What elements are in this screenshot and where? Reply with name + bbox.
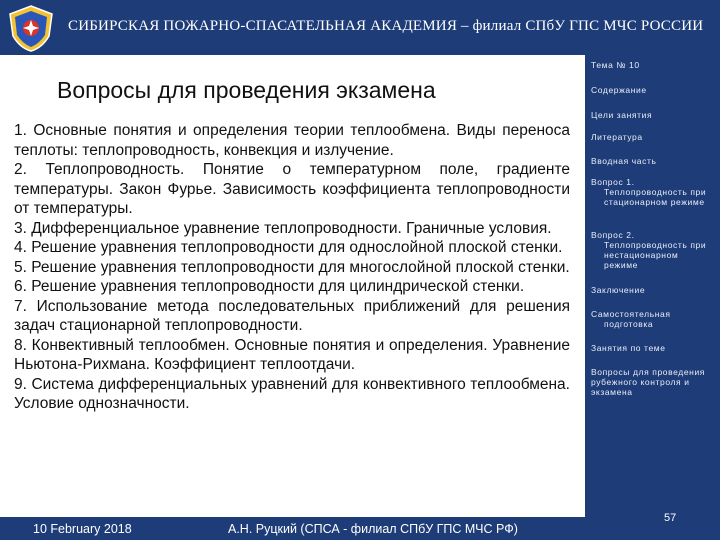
question-item: 9. Система дифференциальных уравнений для конвективного теплообмена. Условие однозначности. — [14, 375, 570, 412]
footer-date: 10 February 2018 — [33, 522, 132, 536]
slide-content — [0, 55, 585, 517]
footer-author: А.Н. Руцкий (СПСА - филиал СПбУ ГПС МЧС РФ) — [228, 522, 518, 536]
question-item: 4. Решение уравнения теплопроводности для однослойной плоской стенки. — [14, 239, 563, 256]
nav-question-1[interactable]: Вопрос 1. Теплопроводность при стационарном режиме — [591, 177, 707, 207]
academy-emblem-icon — [6, 4, 56, 52]
page-number: 57 — [664, 512, 677, 524]
question-list — [14, 121, 570, 414]
nav-exam-questions[interactable]: Вопросы для проведения рубежного контроля и экзамена — [591, 367, 706, 397]
header-title: СИБИРСКАЯ ПОЖАРНО-СПАСАТЕЛЬНАЯ АКАДЕМИЯ – филиал СПбУ ГПС МЧС РОССИИ — [68, 18, 704, 34]
question-item: 1. Основные понятия и определения теории теплообмена. Виды переноса теплоты: теплопроводность, конвекция и излучение. — [14, 122, 570, 159]
nav-contents[interactable]: Содержание — [591, 85, 647, 95]
nav-literature[interactable]: Литература — [591, 132, 643, 142]
nav-question-2[interactable]: Вопрос 2. Теплопроводность при нестационарном режиме — [591, 230, 707, 270]
question-item: 2. Теплопроводность. Понятие о температурном поле, градиенте температуры. Закон Фурье. Зависимость коэффициента теплопроводности от температуры. — [14, 161, 570, 217]
question-item: 3. Дифференциальное уравнение теплопроводности. Граничные условия. — [14, 219, 552, 237]
nav-conclusion[interactable]: Заключение — [591, 285, 646, 295]
page-title: Вопросы для проведения экзамена — [57, 77, 436, 103]
nav-sessions[interactable]: Занятия по теме — [591, 343, 666, 353]
question-item: 6. Решение уравнения теплопроводности для цилиндрической стенки. — [14, 278, 525, 295]
question-item: 8. Конвективный теплообмен. Основные понятия и определения. Уравнение Ньютона-Рихмана. Коэффициент теплоотдачи. — [14, 336, 570, 373]
nav-self-study[interactable]: Самостоятельная подготовка — [591, 309, 671, 329]
nav-intro[interactable]: Вводная часть — [591, 156, 657, 166]
question-item: 5. Решение уравнения теплопроводности для многослойной плоской стенки. — [14, 258, 570, 276]
question-item: 7. Использование метода последовательных приближений для решения задач стационарной теплопроводности. — [14, 297, 570, 334]
nav-topic[interactable]: Тема № 10 — [591, 60, 640, 70]
nav-goals[interactable]: Цели занятия — [591, 110, 653, 120]
